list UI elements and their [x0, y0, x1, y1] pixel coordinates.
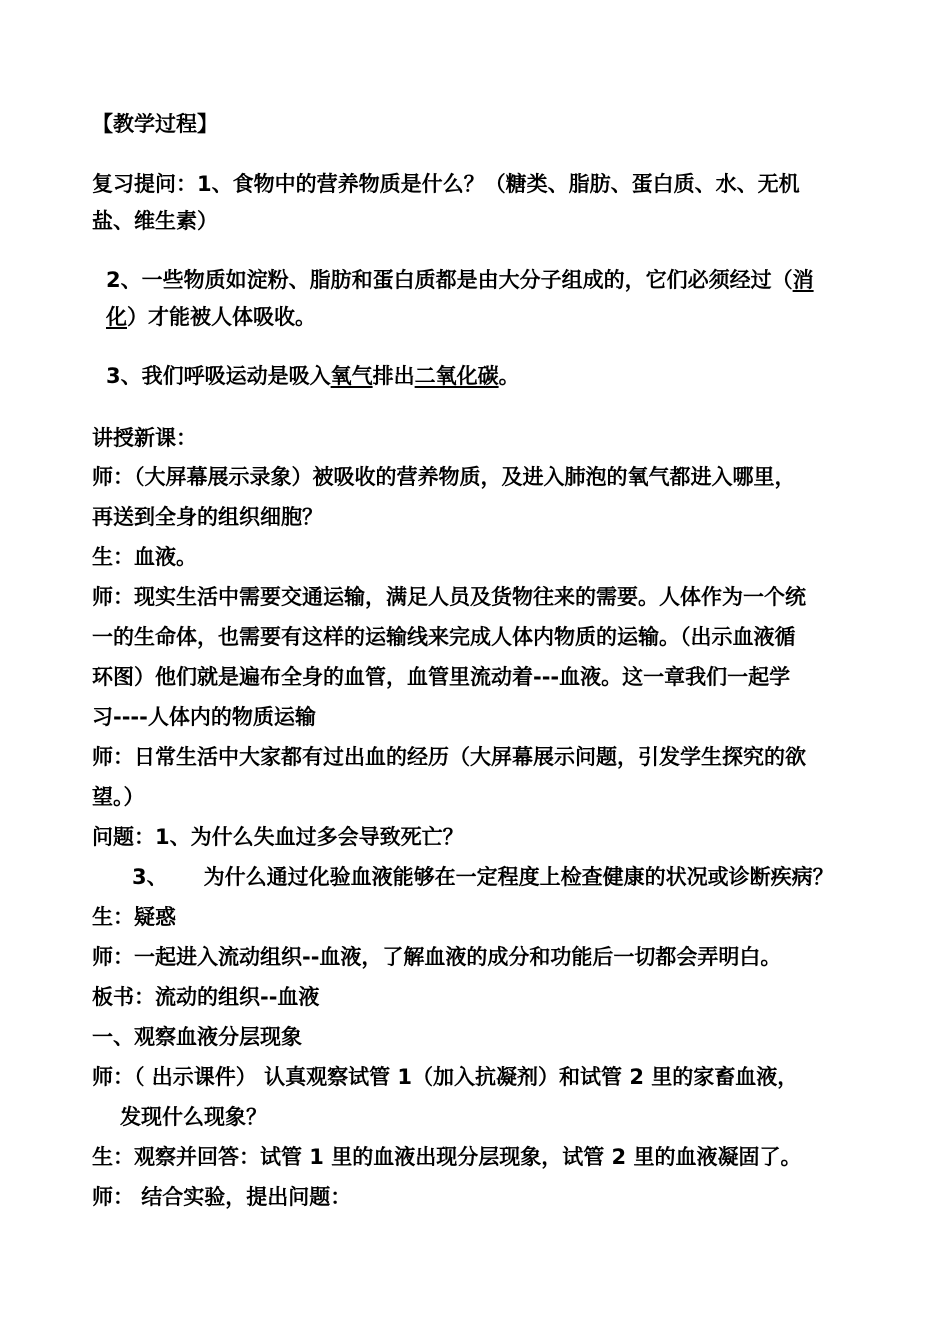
answer-blank-digest-part1: 消 [792, 268, 814, 292]
review-question-3-mid: 排出 [372, 364, 415, 388]
lesson-line-11 [132, 863, 834, 891]
answer-blank-oxygen: 氧气 [330, 364, 373, 388]
lesson-line-8: 师：日常生活中大家都有过出血的经历（大屏幕展示问题，引发学生探究的欲 [92, 745, 806, 769]
review-question-3 [106, 362, 520, 390]
review-question-1-line-2: 盐、维生素） [92, 209, 218, 233]
review-question-2-tail: ）才能被人体吸收。 [127, 305, 316, 329]
lesson-line-7: 习----人体内的物质运输 [92, 705, 316, 729]
question-number: 3、 [132, 865, 168, 889]
review-question-2-line-1 [106, 266, 814, 294]
section-heading: 【教学过程】 [92, 112, 218, 136]
lesson-line-6: 环图）他们就是遍布全身的血管，血管里流动着---血液。这一章我们一起学 [92, 665, 791, 689]
lesson-line-9: 望。） [92, 785, 145, 809]
lesson-line-2: 再送到全身的组织细胞？ [92, 505, 323, 529]
review-question-2-line-2 [106, 303, 316, 331]
new-lesson-title: 讲授新课： [92, 426, 197, 450]
lesson-line-14: 板书：流动的组织--血液 [92, 985, 320, 1009]
lesson-line-12: 生：疑惑 [92, 905, 176, 929]
lesson-line-18: 生：观察并回答：试管 1 里的血液出现分层现象，试管 2 里的血液凝固了。 [92, 1145, 802, 1169]
lesson-line-10: 问题：1、为什么失血过多会导致死亡？ [92, 825, 464, 849]
lesson-line-16: 师：（ 出示课件） 认真观察试管 1（加入抗凝剂）和试管 2 里的家畜血液， [92, 1065, 799, 1089]
review-question-3-text: 3、我们呼吸运动是吸入 [106, 364, 331, 388]
lesson-line-5: 一的生命体，也需要有这样的运输线来完成人体内物质的运输。（出示血液循 [92, 625, 796, 649]
review-question-2-text: 2、一些物质如淀粉、脂肪和蛋白质都是由大分子组成的，它们必须经过（ [106, 268, 793, 292]
question-text: 为什么通过化验血液能够在一定程度上检查健康的状况或诊断疾病？ [203, 865, 834, 889]
answer-blank-digest-part2: 化 [106, 305, 127, 329]
review-question-1-line-1: 复习提问：1、食物中的营养物质是什么？（糖类、脂肪、蛋白质、水、无机 [92, 172, 800, 196]
lesson-line-13: 师：一起进入流动组织--血液，了解血液的成分和功能后一切都会弄明白。 [92, 945, 782, 969]
lesson-line-1: 师：（大屏幕展示录象）被吸收的营养物质，及进入肺泡的氧气都进入哪里， [92, 465, 796, 489]
lesson-line-17: 发现什么现象？ [120, 1105, 267, 1129]
lesson-line-15: 一、观察血液分层现象 [92, 1025, 302, 1049]
lesson-line-4: 师：现实生活中需要交通运输，满足人员及货物往来的需要。人体作为一个统 [92, 585, 806, 609]
answer-blank-co2: 二氧化碳 [414, 364, 499, 388]
lesson-line-3: 生：血液。 [92, 545, 197, 569]
review-question-3-end: 。 [498, 364, 520, 388]
lesson-line-19: 师： 结合实验，提出问题： [92, 1185, 352, 1209]
